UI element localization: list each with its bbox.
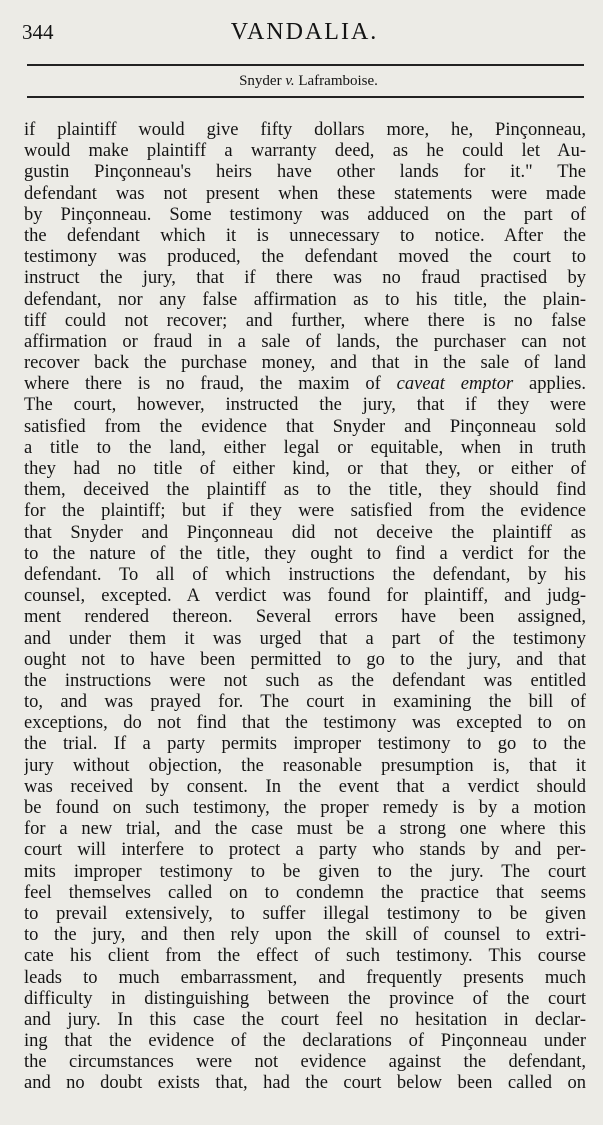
text-line: to the jury, and then rely upon the skill of counsel to extri- <box>24 925 586 946</box>
text-line: tiff could not recover; and further, where there is no false <box>24 310 586 331</box>
text-line: defendant. To all of which instructions the defendant, by his <box>24 564 586 585</box>
text-line: satisfied from the evidence that Snyder and Pinçonneau sold <box>24 416 586 437</box>
text-line: was received by consent. In the event that a verdict should <box>24 776 586 797</box>
text-line: that Snyder and Pinçonneau did not deceive the plaintiff as <box>24 522 586 543</box>
text-line: affirmation or fraud in a sale of lands, the purchaser can not <box>24 331 586 352</box>
text-line: be found on such testimony, the proper remedy is by a motion <box>24 798 586 818</box>
running-title: VANDALIA. <box>230 19 379 45</box>
text-line: ought not to have been permitted to go to the jury, and that <box>24 649 586 670</box>
case-title-plaintiff: Snyder <box>239 73 282 89</box>
header-rule-bottom <box>27 96 584 98</box>
text-line: for a new trial, and the case must be a strong one where this <box>24 819 586 840</box>
caveat-emptor-phrase: caveat emptor <box>396 374 514 395</box>
caveat-tail: applies. <box>513 374 586 395</box>
text-line: ment rendered thereon. Several errors have been assigned, <box>24 607 586 628</box>
text-line: difficulty in distinguishing between the province of the court <box>24 988 586 1009</box>
text-line: mits improper testimony to be given to the jury. The court <box>24 861 586 882</box>
text-line: to the nature of the title, they ought to find a verdict for the <box>24 543 586 564</box>
text-line: gustin Pinçonneau's heirs have other lands for it." The <box>24 162 586 183</box>
text-line: recover back the purchase money, and that in the sale of land <box>24 353 586 374</box>
text-line: exceptions, do not find that the testimony was excepted to on <box>24 713 586 734</box>
text-line: them, deceived the plaintiff as to the title, they should find <box>24 480 586 501</box>
text-line-caveat <box>24 374 586 395</box>
text-line: defendant, nor any false affirmation as to his title, the plain- <box>24 289 586 310</box>
text-line: the instructions were not such as the defendant was entitled <box>24 670 586 691</box>
text-line: a title to the land, either legal or equitable, when in truth <box>24 437 586 458</box>
page-number: 344 <box>22 20 54 44</box>
body-text <box>24 120 586 1095</box>
text-line: if plaintiff would give fifty dollars more, he, Pinçonneau, <box>24 120 586 140</box>
header-rule-top <box>27 64 584 66</box>
text-line: would make plaintiff a warranty deed, as he could let Au- <box>24 141 586 162</box>
text-line: leads to much embarrassment, and frequently presents much <box>24 967 586 988</box>
text-line: by Pinçonneau. Some testimony was adduced on the part of <box>24 204 586 225</box>
text-line: testimony was produced, the defendant moved the court to <box>24 247 586 268</box>
text-line: The court, however, instructed the jury, that if they were <box>24 395 586 416</box>
text-line: and no doubt exists that, had the court below been called on <box>24 1073 586 1094</box>
text-line: they had no title of either kind, or that they, or either of <box>24 459 586 479</box>
text-line: the circumstances were not evidence against the defendant, <box>24 1052 586 1073</box>
text-line: jury without objection, the reasonable presumption is, that it <box>24 755 586 776</box>
text-line: to prevail extensively, to suffer illegal testimony to be given <box>24 903 586 924</box>
text-line: the defendant which it is unnecessary to notice. After the <box>24 225 586 246</box>
text-line: instruct the jury, that if there was no fraud practised by <box>24 268 586 289</box>
text-line: counsel, excepted. A verdict was found for plaintiff, and judg- <box>24 586 586 607</box>
caveat-lead: where there is no fraud, the maxim of <box>24 374 381 395</box>
text-line: for the plaintiff; but if they were satisfied from the evidence <box>24 501 586 522</box>
text-line: and under them it was urged that a part of the testimony <box>24 628 586 649</box>
text-line: and jury. In this case the court feel no hesitation in declar- <box>24 1009 586 1030</box>
text-line: to, and was prayed for. The court in examining the bill of <box>24 692 586 713</box>
text-line: court will interfere to protect a party who stands by and per- <box>24 840 586 861</box>
text-line: ing that the evidence of the declarations of Pinçonneau under <box>24 1031 586 1052</box>
case-title <box>0 72 603 90</box>
text-line: defendant was not present when these statements were made <box>24 183 586 204</box>
case-title-versus: v. <box>285 73 295 89</box>
text-line: cate his client from the effect of such testimony. This course <box>24 946 586 967</box>
case-title-defendant: Laframboise. <box>298 73 378 89</box>
text-line: feel themselves called on to condemn the practice that seems <box>24 882 586 903</box>
text-line: the trial. If a party permits improper testimony to go to the <box>24 734 586 755</box>
